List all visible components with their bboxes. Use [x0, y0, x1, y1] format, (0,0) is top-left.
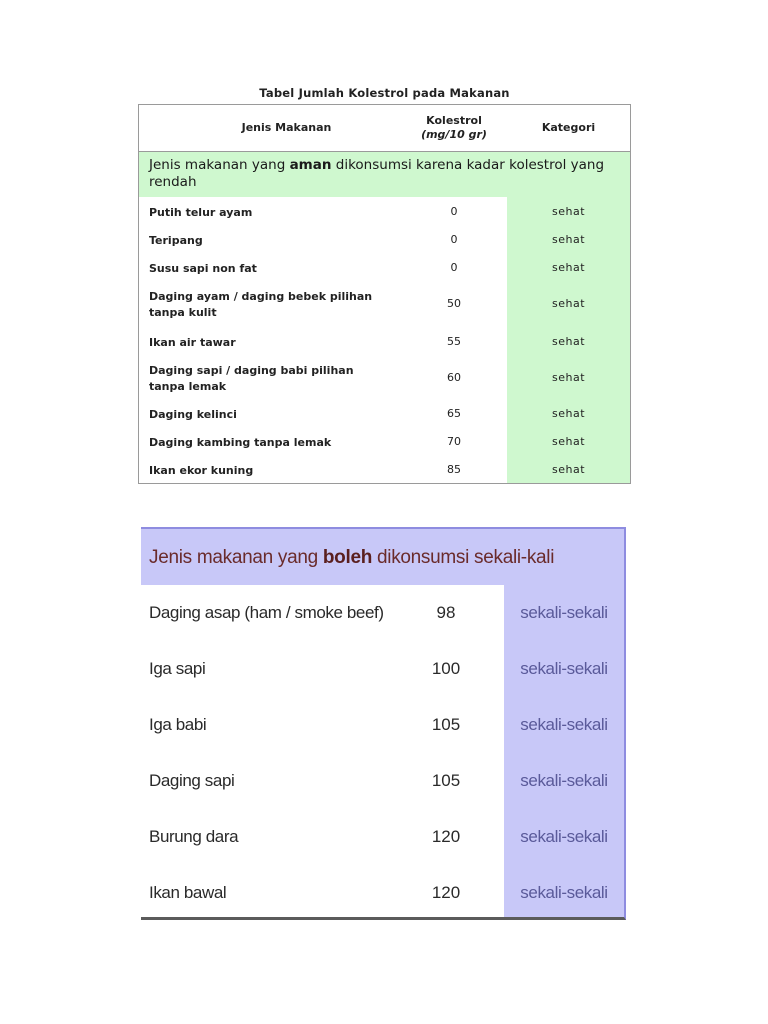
cholesterol-value: 60	[447, 371, 461, 384]
category-label: sehat	[551, 371, 586, 384]
banner-keyword: aman	[289, 157, 332, 173]
table-row	[141, 761, 624, 801]
occasional-section-banner	[141, 529, 624, 585]
table-row	[139, 205, 630, 221]
cholesterol-value: 70	[447, 435, 461, 448]
category-label: sekali-sekali	[520, 883, 608, 902]
cholesterol-value: 100	[431, 659, 461, 678]
category-label: sehat	[551, 205, 586, 218]
food-name: Putih telur ayam	[149, 206, 253, 219]
table-row	[139, 363, 630, 395]
category-label: sekali-sekali	[520, 659, 608, 678]
header-cholesterol-label: Kolestrol	[426, 114, 482, 127]
safe-section-banner	[139, 152, 630, 197]
food-name: Daging kelinci	[149, 408, 237, 421]
food-name: Burung dara	[149, 827, 239, 846]
food-name: Iga sapi	[149, 659, 206, 678]
category-label: sekali-sekali	[520, 603, 608, 622]
header-food: Jenis Makanan	[241, 121, 332, 134]
table-row	[139, 463, 630, 479]
cholesterol-value: 85	[447, 463, 461, 476]
table-caption: Tabel Jumlah Kolestrol pada Makanan	[259, 86, 510, 100]
category-label: sehat	[551, 335, 586, 348]
banner-text-start: Jenis makanan yang	[149, 547, 323, 568]
table-row	[139, 261, 630, 277]
table-row	[139, 407, 630, 423]
cholesterol-value: 50	[447, 297, 461, 310]
banner-text-end: dikonsumsi karena kadar kolestrol yang rendah	[149, 157, 605, 190]
header-cholesterol-unit: (mg/10 gr)	[421, 128, 487, 141]
table-row	[141, 649, 624, 689]
food-name: Ikan air tawar	[149, 336, 236, 349]
cholesterol-value: 120	[431, 827, 461, 846]
cholesterol-value: 105	[431, 771, 461, 790]
category-label: sehat	[551, 261, 586, 274]
table-row	[141, 817, 624, 857]
banner-text-start: Jenis makanan yang	[149, 157, 290, 173]
header-category: Kategori	[541, 121, 596, 134]
category-label: sehat	[551, 407, 586, 420]
food-name: Iga babi	[149, 715, 207, 734]
table-row	[141, 873, 624, 913]
banner-keyword: boleh	[322, 547, 373, 568]
cholesterol-value: 55	[447, 335, 461, 348]
category-column-fill	[504, 585, 624, 917]
header-cholesterol	[394, 105, 514, 151]
food-name: Susu sapi non fat	[149, 262, 257, 275]
category-label: sekali-sekali	[520, 771, 608, 790]
food-name: Ikan bawal	[149, 883, 227, 902]
table-row	[141, 593, 624, 633]
category-label: sehat	[551, 233, 586, 246]
cholesterol-value: 0	[450, 233, 458, 246]
cholesterol-value: 120	[431, 883, 461, 902]
cholesterol-value: 65	[447, 407, 461, 420]
cholesterol-value: 0	[450, 205, 458, 218]
table-row	[141, 705, 624, 745]
cholesterol-table-occasional	[141, 527, 626, 920]
food-name: Teripang	[149, 234, 203, 247]
table-header-row	[139, 105, 630, 152]
food-name: Daging kambing tanpa lemak	[149, 436, 332, 449]
category-label: sekali-sekali	[520, 827, 608, 846]
category-label: sehat	[551, 463, 586, 476]
food-name: Daging sapi	[149, 771, 235, 790]
table-row	[139, 335, 630, 351]
category-label: sehat	[551, 297, 586, 310]
food-name: Daging asap (ham / smoke beef)	[149, 603, 384, 622]
table-row	[139, 233, 630, 249]
food-name: Daging sapi / daging babi pilihan tanpa lemak	[149, 364, 354, 393]
category-label: sehat	[551, 435, 586, 448]
cholesterol-value: 0	[450, 261, 458, 274]
food-name: Daging ayam / daging bebek pilihan tanpa kulit	[149, 290, 373, 319]
food-name: Ikan ekor kuning	[149, 464, 254, 477]
banner-text-end: dikonsumsi sekali-kali	[372, 547, 555, 568]
category-label: sekali-sekali	[520, 715, 608, 734]
cholesterol-value: 105	[431, 715, 461, 734]
cholesterol-table-safe	[138, 104, 631, 484]
table-row	[139, 435, 630, 451]
cholesterol-value: 98	[436, 603, 456, 622]
table-row	[139, 289, 630, 321]
